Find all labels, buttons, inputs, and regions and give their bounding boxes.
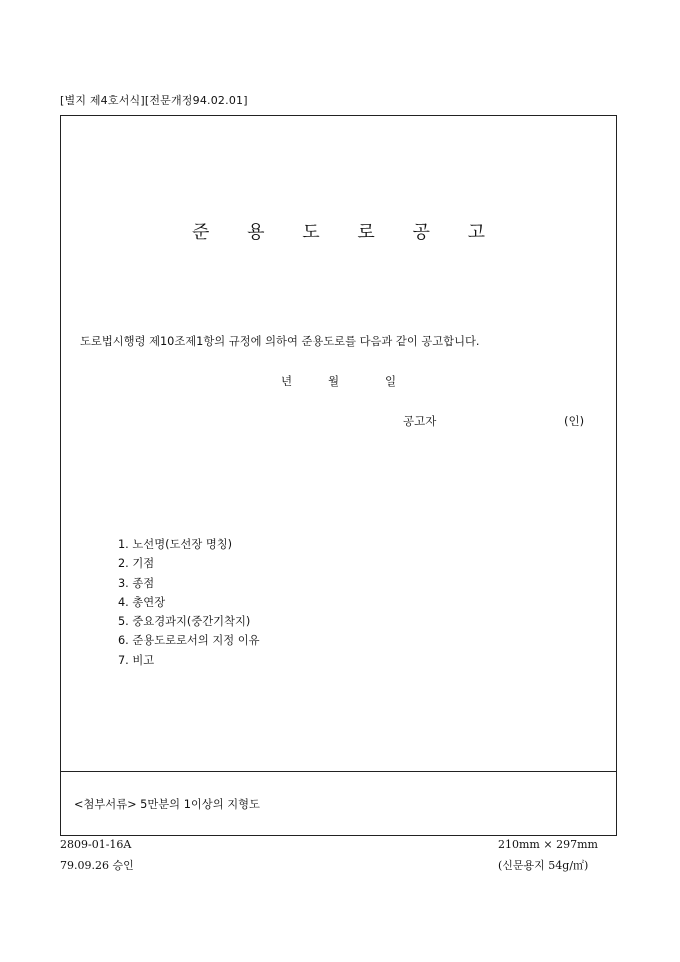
notice-form-box <box>60 115 617 836</box>
paper-type: (신문용지 54g/㎡) <box>498 859 589 872</box>
announcer-label: 공고자 <box>403 414 437 428</box>
form-number-label: [별지 제4호서식][전문개정94.02.01] <box>60 94 248 107</box>
list-item: 1. 노선명(도선장 명칭) <box>118 538 233 551</box>
list-item: 5. 중요경과지(중간기착지) <box>118 615 251 629</box>
list-item: 6. 준용도로로서의 지정 이유 <box>118 634 260 648</box>
month-label: 월 <box>328 374 340 388</box>
notice-items-list <box>118 535 260 670</box>
list-item: 4. 총연장 <box>118 595 166 609</box>
paper-size: 210mm × 297mm <box>498 838 598 851</box>
form-title: 준 용 도 로 공 고 <box>192 222 501 243</box>
list-item: 2. 기점 <box>118 557 155 571</box>
approval-date: 79.09.26 승인 <box>60 859 134 872</box>
year-label: 년 <box>281 374 293 388</box>
list-item: 7. 비고 <box>118 653 155 667</box>
section-divider <box>61 771 616 772</box>
notice-statement: 도로법시행령 제10조제1항의 규정에 의하여 준용도로를 다음과 같이 공고합니다. <box>80 335 480 348</box>
list-item: 3. 종점 <box>118 576 155 590</box>
seal-label: (인) <box>564 414 585 428</box>
form-code: 2809-01-16A <box>60 838 132 851</box>
attachments-note: <첨부서류> 5만분의 1이상의 지형도 <box>74 798 260 811</box>
day-label: 일 <box>385 374 397 388</box>
